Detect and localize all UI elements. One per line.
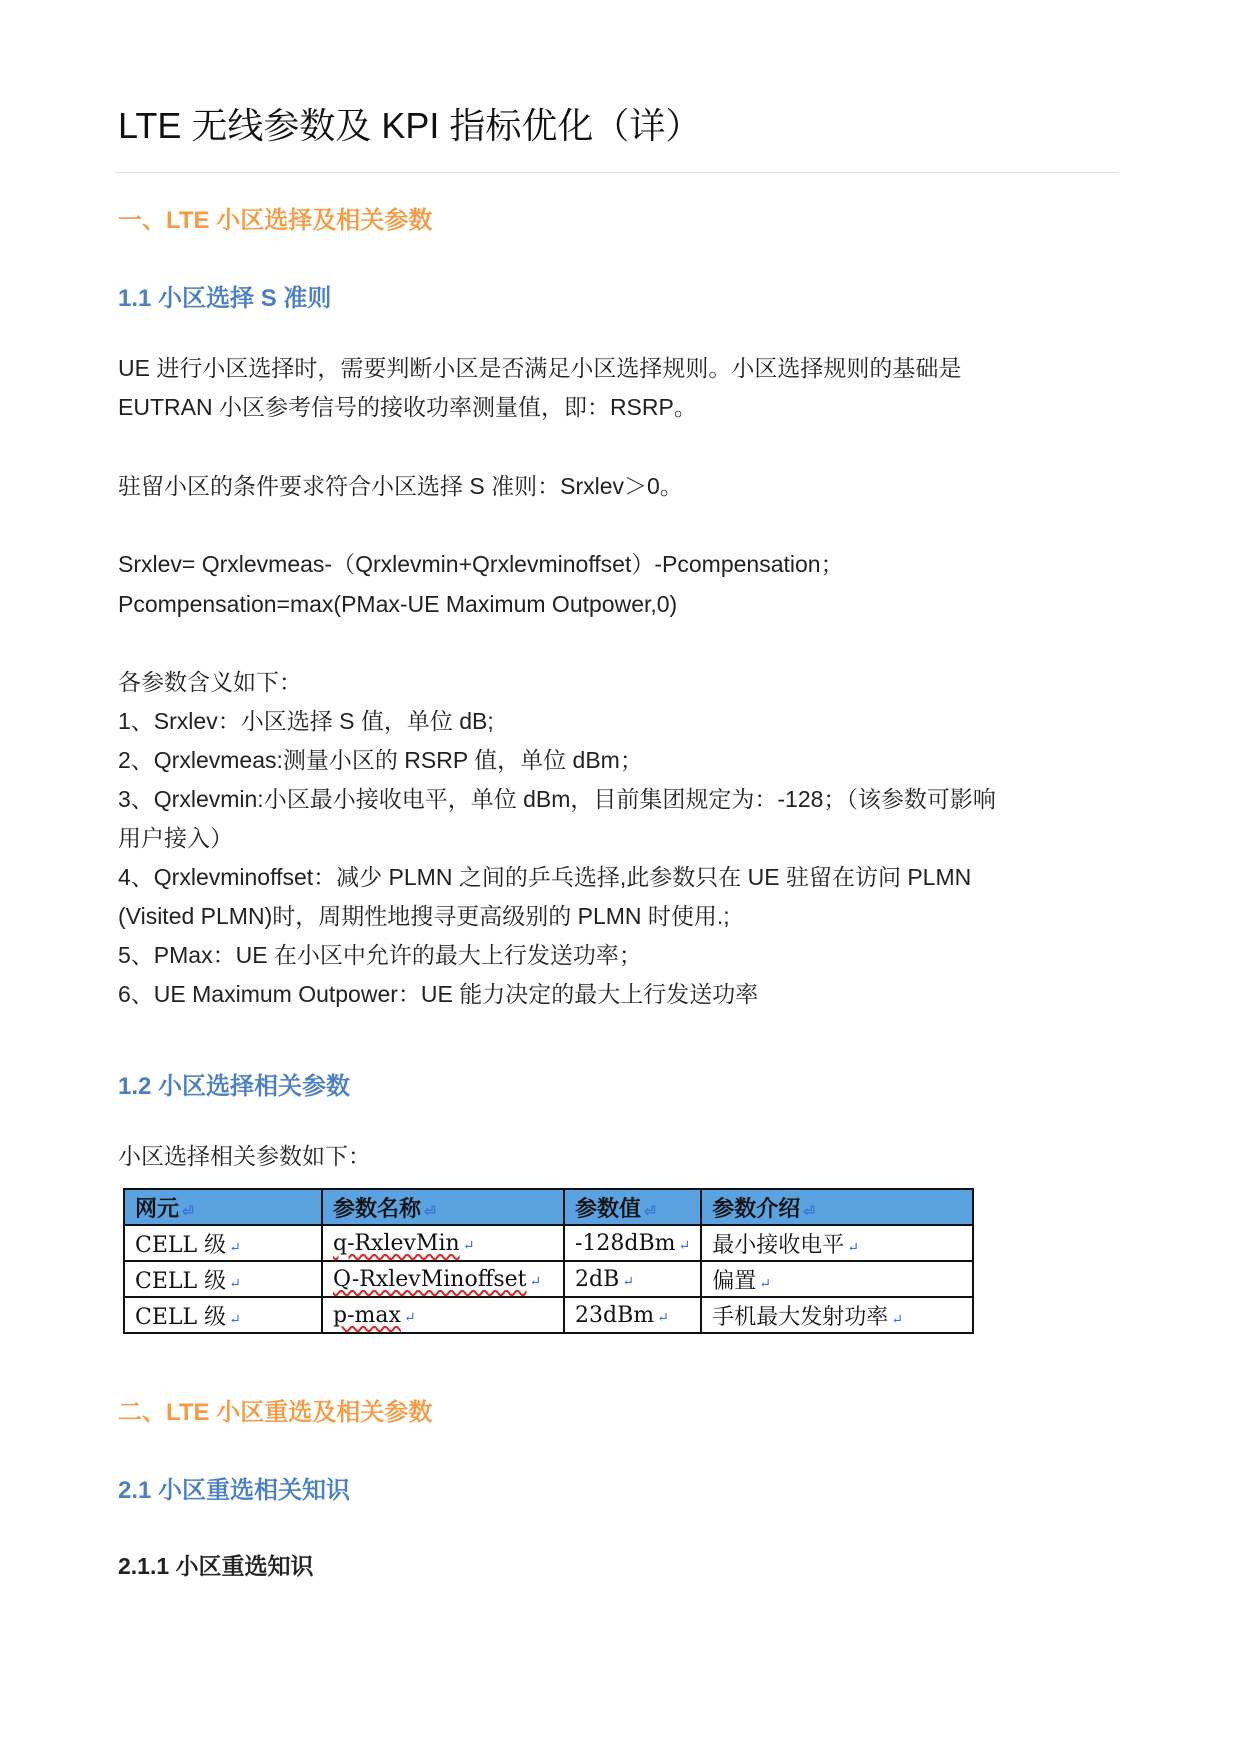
table-cell: q-RxlevMin ↵ bbox=[322, 1225, 564, 1261]
table-cell: p-max ↵ bbox=[322, 1297, 564, 1333]
return-mark-icon: ↵ bbox=[759, 1275, 772, 1292]
return-mark-icon: ↵ bbox=[891, 1311, 904, 1328]
table-intro: 小区选择相关参数如下： bbox=[118, 1143, 371, 1169]
return-mark-icon: ↵ bbox=[403, 1309, 416, 1326]
return-mark-icon: ↵ bbox=[229, 1239, 241, 1256]
return-mark-icon: ↵ bbox=[678, 1237, 691, 1254]
section-1-1-heading: 1.1 小区选择 S 准则 bbox=[118, 285, 332, 312]
table-row bbox=[124, 1225, 973, 1261]
list-item: 2、Qrxlevmeas:测量小区的 RSRP 值，单位 dBm； bbox=[118, 747, 643, 773]
table-cell: 最小接收电平 ↵ bbox=[701, 1225, 973, 1261]
section-1-2-heading: 1.2 小区选择相关参数 bbox=[118, 1073, 351, 1100]
table-cell: CELL 级 ↵ bbox=[124, 1261, 322, 1297]
return-mark-icon: ↵ bbox=[229, 1311, 241, 1328]
formula-pcompensation: Pcompensation=max(PMax-UE Maximum Outpower,0) bbox=[118, 591, 678, 617]
table-header-row bbox=[124, 1189, 973, 1225]
table-cell: 偏置 ↵ bbox=[701, 1261, 973, 1297]
table-cell: CELL 级 ↵ bbox=[124, 1225, 322, 1261]
return-mark-icon: ↵ bbox=[529, 1273, 542, 1290]
return-mark-icon: ↵ bbox=[229, 1275, 241, 1292]
paragraph-line: UE 进行小区选择时，需要判断小区是否满足小区选择规则。小区选择规则的基础是 bbox=[118, 355, 962, 381]
table-cell: 2dB ↵ bbox=[564, 1261, 701, 1297]
section-2-1-heading: 2.1 小区重选相关知识 bbox=[118, 1477, 351, 1504]
table-header-cell: 参数介绍 ⏎ bbox=[701, 1189, 973, 1225]
table-cell: Q-RxlevMinoffset ↵ bbox=[322, 1261, 564, 1297]
table-cell: 23dBm ↵ bbox=[564, 1297, 701, 1333]
list-item: 5、PMax：UE 在小区中允许的最大上行发送功率； bbox=[118, 942, 642, 968]
table-cell: CELL 级 ↵ bbox=[124, 1297, 322, 1333]
return-mark-icon: ↵ bbox=[847, 1239, 860, 1256]
cell-mark-icon: ⏎ bbox=[803, 1203, 816, 1220]
cell-mark-icon: ⏎ bbox=[182, 1203, 194, 1220]
list-item: 4、Qrxlevminoffset：减少 PLMN 之间的乒乓选择,此参数只在 UE 驻留在访问 PLMN bbox=[118, 864, 972, 890]
document-title: LTE 无线参数及 KPI 指标优化（详） bbox=[118, 105, 702, 146]
section-2-1-1-heading: 2.1.1 小区重选知识 bbox=[118, 1553, 314, 1579]
formula-srxlev: Srxlev= Qrxlevmeas-（Qrxlevmin+Qrxlevminoffset）-Pcompensation； bbox=[118, 551, 844, 577]
table-header-cell: 网元 ⏎ bbox=[124, 1189, 322, 1225]
list-item: 1、Srxlev：小区选择 S 值，单位 dB; bbox=[118, 708, 494, 734]
section-2-heading: 二、LTE 小区重选及相关参数 bbox=[118, 1399, 433, 1426]
title-divider bbox=[115, 172, 1118, 173]
paragraph-s-criterion: 驻留小区的条件要求符合小区选择 S 准则：Srxlev＞0。 bbox=[118, 473, 683, 499]
return-mark-icon: ↵ bbox=[657, 1309, 669, 1326]
return-mark-icon: ↵ bbox=[622, 1273, 634, 1290]
section-1-heading: 一、LTE 小区选择及相关参数 bbox=[118, 207, 433, 234]
parameter-table bbox=[123, 1188, 974, 1334]
list-intro: 各参数含义如下： bbox=[118, 669, 302, 695]
table-header-cell: 参数名称 ⏎ bbox=[322, 1189, 564, 1225]
list-item: (Visited PLMN)时，周期性地搜寻更高级别的 PLMN 时使用.; bbox=[118, 903, 730, 929]
return-mark-icon: ↵ bbox=[462, 1237, 475, 1254]
cell-mark-icon: ⏎ bbox=[424, 1203, 436, 1220]
paragraph-line: EUTRAN 小区参考信号的接收功率测量值，即：RSRP。 bbox=[118, 394, 697, 420]
table-cell: -128dBm ↵ bbox=[564, 1225, 701, 1261]
list-item: 6、UE Maximum Outpower：UE 能力决定的最大上行发送功率 bbox=[118, 981, 759, 1007]
table-row bbox=[124, 1261, 973, 1297]
table-cell: 手机最大发射功率 ↵ bbox=[701, 1297, 973, 1333]
table-row bbox=[124, 1297, 973, 1333]
cell-mark-icon: ⏎ bbox=[644, 1203, 656, 1220]
list-item: 3、Qrxlevmin:小区最小接收电平，单位 dBm，目前集团规定为：-128；（该参数可影响 bbox=[118, 786, 996, 812]
list-item: 用户接入） bbox=[118, 825, 233, 851]
table-header-cell: 参数值 ⏎ bbox=[564, 1189, 701, 1225]
